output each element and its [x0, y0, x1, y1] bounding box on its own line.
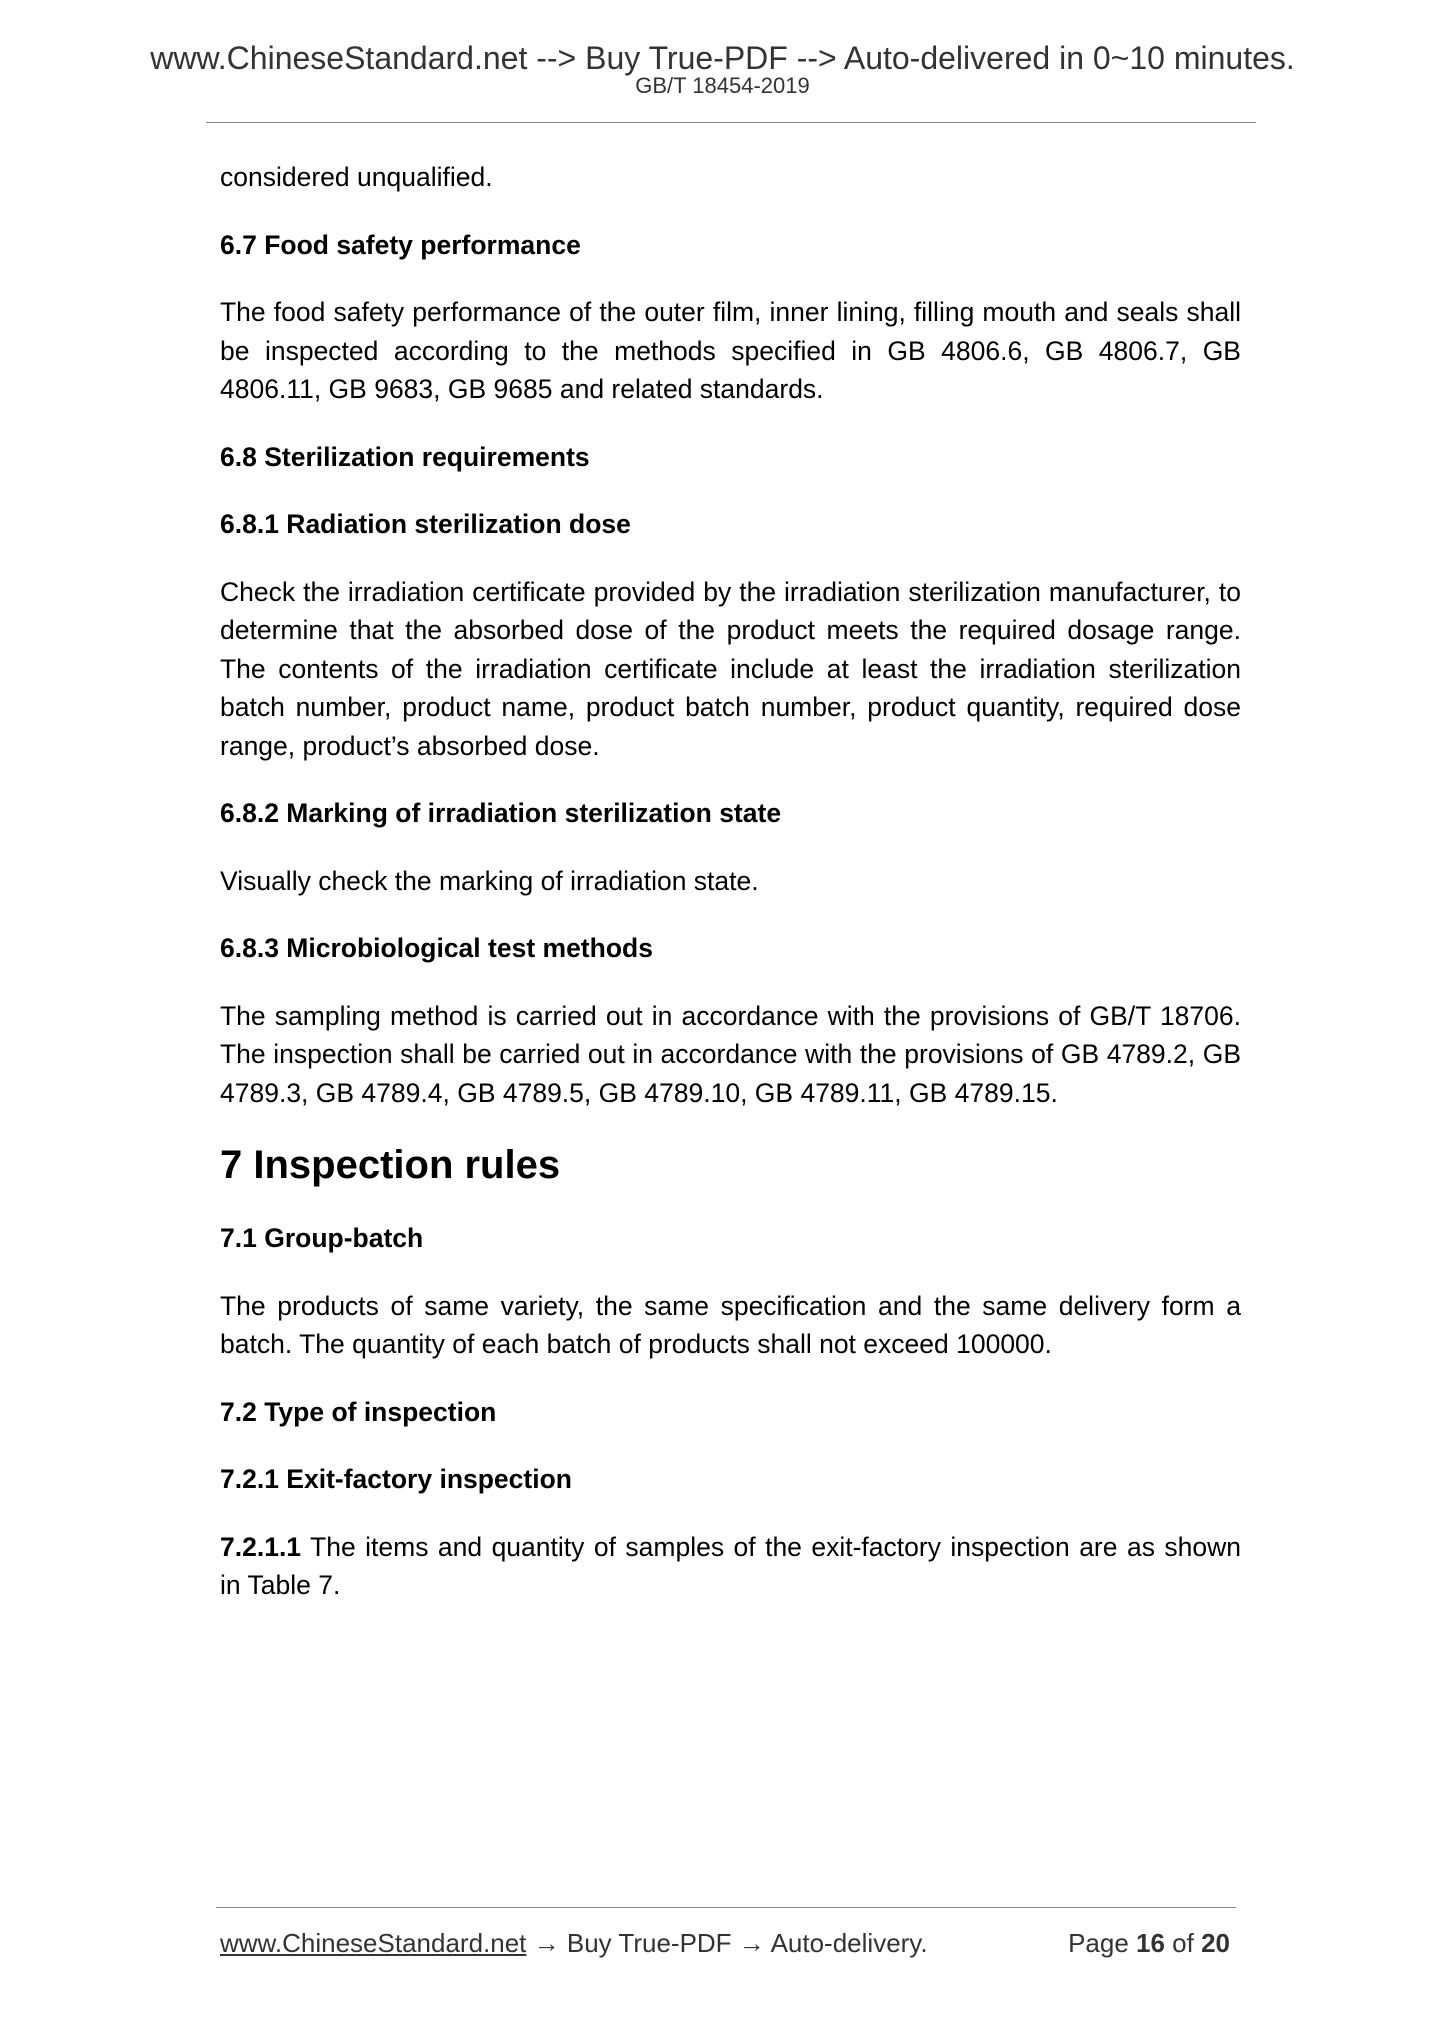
footer-promo	[220, 1926, 928, 1960]
page-content	[220, 158, 1241, 1634]
site-banner: www.ChineseStandard.net --> Buy True-PDF --> Auto-delivered in 0~10 minutes.	[150, 40, 1295, 76]
paragraph-6-8-2: Visually check the marking of irradiation state.	[220, 865, 759, 896]
document-id: GB/T 18454-2019	[635, 73, 810, 98]
page-total: 20	[1201, 1928, 1230, 1958]
heading-7-2-1: 7.2.1 Exit-factory inspection	[220, 1464, 572, 1494]
heading-7-1: 7.1 Group-batch	[220, 1223, 424, 1253]
clause-text: The items and quantity of samples of the exit-factory inspection are as shown in Table 7.	[220, 1531, 1241, 1600]
page-footer	[220, 1926, 1230, 1960]
page-number: 16	[1136, 1928, 1165, 1958]
paragraph-6-7: The food safety performance of the outer film, inner lining, filling mouth and seals shall be inspected according to the methods specified in GB 4806.6, GB 4806.7, GB 4806.11, GB 9683, GB 9685 and related standards.	[220, 297, 1241, 404]
paragraph-6-8-3: The sampling method is carried out in accordance with the provisions of GB/T 18706. The inspection shall be carried out in accordance with the provisions of GB 4789.2, GB 4789.3, GB 4789.4, GB 4789.5, GB 4789.10, GB 4789.11, GB 4789.15.	[220, 1000, 1241, 1108]
page-label: Page	[1068, 1928, 1137, 1958]
header-divider	[206, 122, 1256, 123]
heading-6-8-3: 6.8.3 Microbiological test methods	[220, 933, 653, 963]
clause-number: 7.2.1.1	[220, 1531, 302, 1562]
heading-7-2: 7.2 Type of inspection	[220, 1396, 497, 1427]
paragraph-7-1: The products of same variety, the same specification and the same delivery form a batch. The quantity of each batch of products shall not exceed 100000.	[220, 1290, 1241, 1359]
heading-7: 7 Inspection rules	[220, 1143, 561, 1187]
footer-promo-text: → Buy True-PDF → Auto-delivery.	[526, 1928, 928, 1958]
heading-6-8-2: 6.8.2 Marking of irradiation sterilization state	[220, 798, 782, 828]
heading-6-8: 6.8 Sterilization requirements	[220, 441, 590, 472]
page-indicator	[1068, 1926, 1230, 1960]
paragraph-6-8-1: Check the irradiation certificate provided by the irradiation sterilization manufacturer, to determine that the absorbed dose of the product meets the required dosage range. The contents of the irradiation certificate include at least the irradiation sterilization batch number, product name, product batch number, product quantity, required dose range, product’s absorbed dose.	[220, 576, 1241, 761]
paragraph-continuation: considered unqualified.	[220, 162, 493, 192]
footer-site-link[interactable]: www.ChineseStandard.net	[220, 1928, 527, 1958]
footer-divider	[216, 1907, 1236, 1908]
paragraph-7-2-1-1	[220, 1528, 1241, 1605]
heading-6-8-1: 6.8.1 Radiation sterilization dose	[220, 509, 631, 539]
of-label: of	[1164, 1928, 1202, 1958]
heading-6-7: 6.7 Food safety performance	[220, 229, 581, 260]
